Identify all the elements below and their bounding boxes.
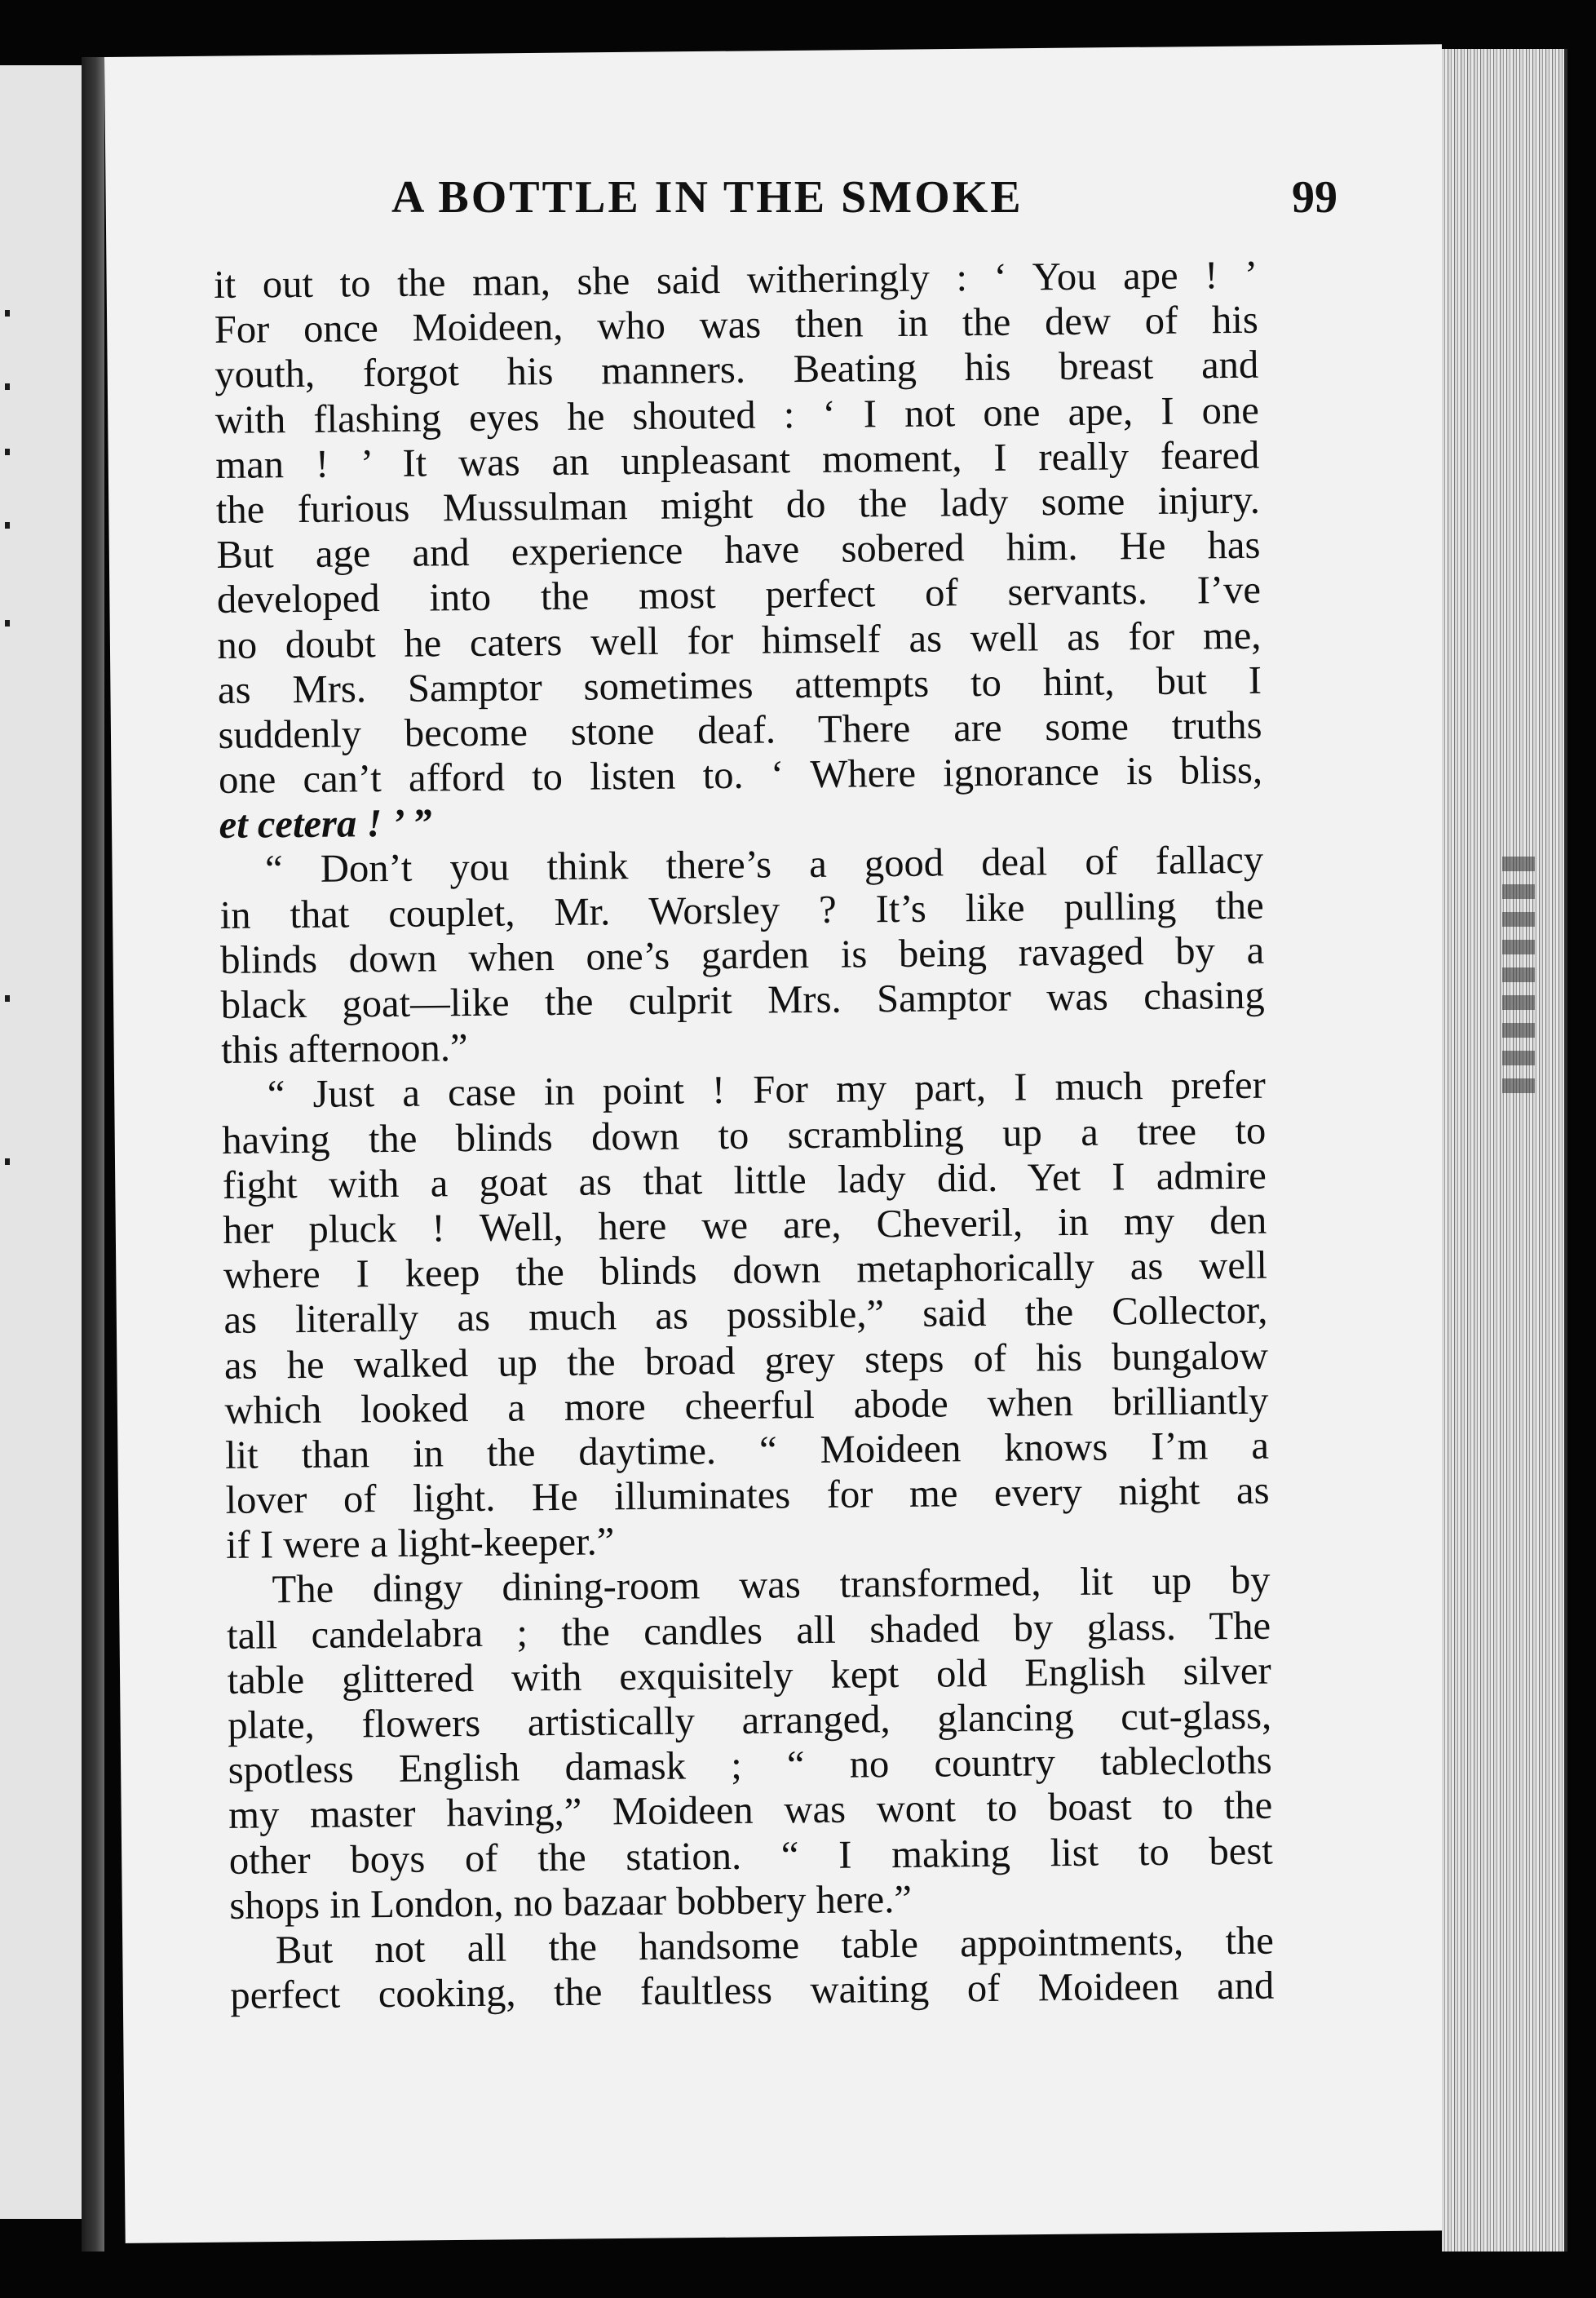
text-line: But age and experience have sobered him. He has <box>216 522 1261 578</box>
text-line: in that couplet, Mr. Worsley ? It’s like pulling the <box>219 883 1264 937</box>
text-line: with flashing eyes he shouted : ‘ I not one ape, I one <box>214 387 1260 442</box>
text-line: youth, forgot his manners. Beating his breast and <box>214 343 1259 397</box>
text-line: her pluck ! Well, here we are, Cheveril, in my den <box>223 1198 1267 1252</box>
text-line: other boys of the station. “ I making list to best <box>228 1828 1274 1883</box>
paragraph-start-line: “ Don’t you think there’s a good deal of fallacy <box>264 838 1264 892</box>
left-page-ink-speck <box>5 522 10 529</box>
paragraph-start-line: The dingy dining-room was transformed, lit up by <box>272 1558 1271 1612</box>
text-line: as he walked up the broad grey steps of his bungalow <box>223 1333 1269 1388</box>
text-line: this afternoon.” <box>221 1025 468 1073</box>
page-header <box>310 122 1337 223</box>
left-page-ink-speck <box>5 383 10 390</box>
text-line: man ! ’ It was an unpleasant moment, I really feared <box>215 432 1260 487</box>
text-line: no doubt he caters well for himself as well as for me, <box>217 613 1262 667</box>
text-line: developed into the most perfect of servants. I’ve <box>216 568 1262 622</box>
text-line: spotless English damask ; “ no country tablecloths <box>228 1738 1272 1793</box>
text-line: shops in London, no bazaar bobbery here.” <box>229 1876 913 1928</box>
left-page-ink-speck <box>5 310 10 317</box>
text-line: it out to the man, she said witheringly : ‘ You ape ! ’ <box>214 252 1258 307</box>
text-line: blinds down when one’s garden is being ravaged by a <box>219 928 1265 982</box>
text-line: fight with a goat as that little lady did. Yet I admire <box>222 1153 1267 1207</box>
text-line-italic: et cetera ! ’ ” <box>219 800 432 848</box>
text-line: tall candelabra ; the candles all shaded by glass. The <box>226 1603 1271 1658</box>
left-page-ink-speck <box>5 995 10 1002</box>
text-line: the furious Mussulman might do the lady some injury. <box>215 477 1261 532</box>
page-edge-mark <box>1502 857 1535 1101</box>
paragraph-start-line: “ Just a case in point ! For my part, I much prefer <box>267 1063 1266 1117</box>
left-facing-page-edge <box>0 65 86 2219</box>
text-line: lit than in the daytime. “ Moideen knows I’m a <box>224 1423 1270 1477</box>
text-line: having the blinds down to scrambling up a tree to <box>222 1108 1267 1162</box>
text-line: plate, flowers artistically arranged, glancing cut-glass, <box>227 1693 1272 1747</box>
left-page-ink-speck <box>5 1158 10 1165</box>
text-line: lover of light. He illuminates for me every night as <box>225 1468 1270 1522</box>
text-line: as literally as much as possible,” said the Collector, <box>223 1287 1268 1343</box>
text-line: if I were a light-keeper.” <box>225 1519 615 1568</box>
text-line: as Mrs. Samptor sometimes attempts to hint, but I <box>217 658 1262 712</box>
left-page-ink-speck <box>5 449 10 455</box>
body-text <box>214 253 1275 2019</box>
left-page-ink-speck <box>5 620 10 627</box>
text-line: table glittered with exquisitely kept old English silver <box>227 1648 1271 1702</box>
text-line: black goat—like the culprit Mrs. Samptor was chasing <box>220 972 1265 1027</box>
text-line: where I keep the blinds down metaphorically as well <box>223 1242 1268 1298</box>
text-line: which looked a more cheerful abode when brilliantly <box>224 1378 1269 1432</box>
text-line: perfect cooking, the faultless waiting of Moideen and <box>230 1963 1275 2018</box>
text-line: my master having,” Moideen was wont to boast to the <box>228 1783 1273 1838</box>
paragraph-start-line: But not all the handsome table appointments, the <box>275 1918 1275 1973</box>
page-number: 99 <box>1292 172 1337 223</box>
text-line: one can’t afford to listen to. ‘ Where ignorance is bliss, <box>218 747 1263 803</box>
running-head: A BOTTLE IN THE SMOKE <box>391 172 1023 223</box>
text-line: suddenly become stone deaf. There are some truths <box>218 702 1262 757</box>
book-gutter <box>82 57 104 2252</box>
text-line: For once Moideen, who was then in the dew of his <box>214 297 1258 352</box>
page-edges-stack <box>1442 49 1567 2252</box>
